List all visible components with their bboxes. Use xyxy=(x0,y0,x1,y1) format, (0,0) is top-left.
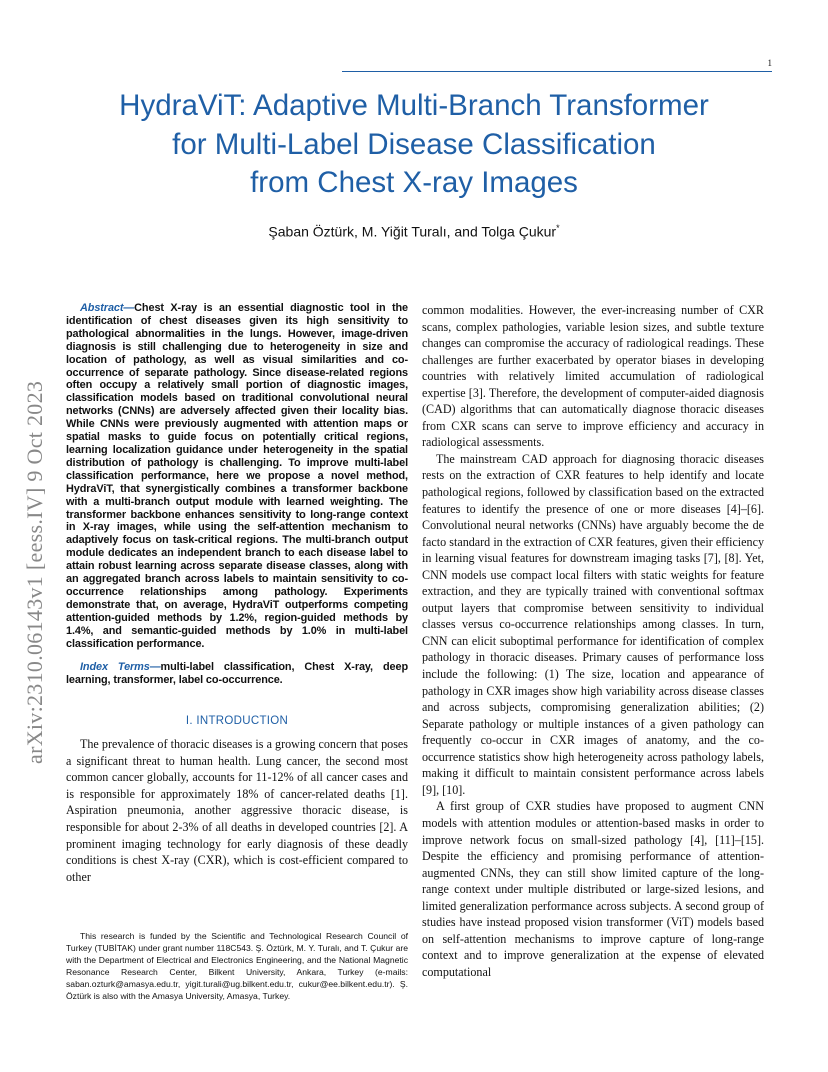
intro-paragraph-2: The mainstream CAD approach for diagnosing thoracic diseases rests on the extraction of CXR features to help identify and locate pathological regions, followed by classification based on the extracted features to identify the presence of one or more diseases [4]–[6]. Convolutional neural networks (CNNs) have arguably become the de facto standard in the extraction of CXR features, given their efficiency in learning visual features for downstream imaging tasks [7], [8]. Yet, CNN models use compact local filters with static weights for feature extraction, and they are typically trained with conventional softmax output layers that compromise between sensitivity to individual classes versus co-occurrence relationships among classes. In turn, CNN can elicit suboptimal performance for identification of complex pathology in thoracic diseases. Primary causes of performance loss include the following: (1) The size, location and appearance of pathology in CXR images show high variability across disease classes and across subjects, compromising generalization abilities; (2) Separate pathology or multiple instances of a given pathology can frequently co-occur in CXR images of anatomy, and the co-occurrence statistics show high heterogeneity across pathology labels, making it difficult to maintain consistent performance across labels [9], [10]. xyxy=(422,451,764,797)
footnote-text: This research is funded by the Scientific and Technological Research Council of Turkey (TUBİTAK) under grant number 118C543. Ş. Öztürk, M. Y. Turalı, and T. Çukur are with the Department of Electrical and Electronics Engineering, and the National Magnetic Resonance Research Center, Bilkent University, Ankara, Turkey (e-mails: saban.ozturk@amasya.edu.tr, yigit.turali@ug.bilkent.edu.tr, cukur@ee.bilkent.edu.tr). Ş. Öztürk is also with the Amasya University, Amasya, Turkey. xyxy=(66,931,408,1002)
intro-paragraph-3: A first group of CXR studies have proposed to augment CNN models with attention modules or attention-based masks in order to improve network focus on small-sized pathology [4], [11]–[15]. Despite the efficiency and promising performance of attention-augmented CNNs, they can still show limited capture of the long-range context under multiple distributed or large-sized lesions, and limited generalization performance across subjects. A second group of studies have instead proposed vision transformer (ViT) models based on self-attention mechanisms to improve capture of long-range context and to improve generalization at the expense of elevated computational xyxy=(422,799,764,979)
index-terms-label: Index Terms— xyxy=(80,661,161,674)
abstract-label: Abstract— xyxy=(80,302,135,314)
header-rule xyxy=(342,71,772,72)
left-column xyxy=(66,302,408,885)
page-number: 1 xyxy=(767,58,772,68)
index-terms-text: multi-label classification, Chest X-ray, deep learning, transformer, label co-occurrence. xyxy=(66,661,408,687)
intro-paragraph-1: The prevalence of thoracic diseases is a growing concern that poses a significant threat to human health. Lung cancer, the second most common cancer globally, accounts for 11-12% of all cancer cases and is responsible for approximately 18% of cancer-related deaths [1]. Aspiration pneumonia, another aggressive thoracic disease, is responsible for about 2-3% of all deaths in developed countries [2]. A prominent imaging technology for early diagnosis of these deadly conditions is chest X-ray (CXR), which is cost-efficient compared to other xyxy=(66,737,408,884)
authors-text: Şaban Öztürk, M. Yiğit Turalı, and Tolga Çukur xyxy=(268,223,557,240)
right-column xyxy=(422,302,764,980)
arxiv-identifier-stamp: arXiv:2310.06143v1 [eess.IV] 9 Oct 2023 xyxy=(22,380,47,764)
title-line-1: HydraViT: Adaptive Multi-Branch Transformer xyxy=(119,89,709,122)
section-heading-introduction: I. INTRODUCTION xyxy=(185,715,289,728)
abstract xyxy=(66,302,408,650)
author-list xyxy=(60,219,768,241)
paper-title xyxy=(60,87,768,203)
title-line-3: from Chest X-ray Images xyxy=(250,166,578,199)
corresponding-author-mark: * xyxy=(556,223,560,233)
title-line-2: for Multi-Label Disease Classification xyxy=(172,127,656,161)
index-terms xyxy=(66,661,408,687)
funding-footnote xyxy=(66,930,408,1003)
intro-paragraph-continued: common modalities. However, the ever-increasing number of CXR scans, complex pathologies, variable lesion sizes, and subtle texture changes can compromise the accuracy of radiological readings. These challenges are further exacerbated by operator biases in developing countries with relatively limited accumulation of radiological expertise [3]. Therefore, the development of computer-aided diagnosis (CAD) algorithms that can automatically diagnose thoracic diseases from CXR scans can serve to improve efficiency and accuracy in radiological assessments. xyxy=(422,303,764,450)
abstract-text: Chest X-ray is an essential diagnostic tool in the identification of chest diseases given its high sensitivity to pathological abnormalities in the lungs. However, image-driven diagnosis is still challenging due to heterogeneity in size and location of pathology, as well as visual similarities and co-occurrence of separate pathology. Since disease-related regions often occupy a relatively small portion of diagnostic images, classification models based on traditional convolutional neural networks (CNNs) are adversely affected given their locality bias. While CNNs were previously augmented with attention maps or spatial masks to guide focus on potentially critical regions, learning localization guidance under heterogeneity in the spatial distribution of pathology is challenging. To improve multi-label classification performance, here we propose a novel method, HydraViT, that synergistically combines a transformer backbone with a multi-branch output module with learned weighting. The transformer backbone enhances sensitivity to long-range context in X-ray images, while using the self-attention mechanism to adaptively focus on task-critical regions. The multi-branch output module dedicates an independent branch to each disease label to attain robust learning across separate disease classes, along with an aggregated branch across labels to maintain sensitivity to co-occurrence relationships among pathology. Experiments demonstrate that, on average, HydraViT outperforms competing attention-guided methods by 1.2%, region-guided methods by 1.4%, and semantic-guided methods by 1.0% in multi-label classification performance. xyxy=(66,302,408,650)
